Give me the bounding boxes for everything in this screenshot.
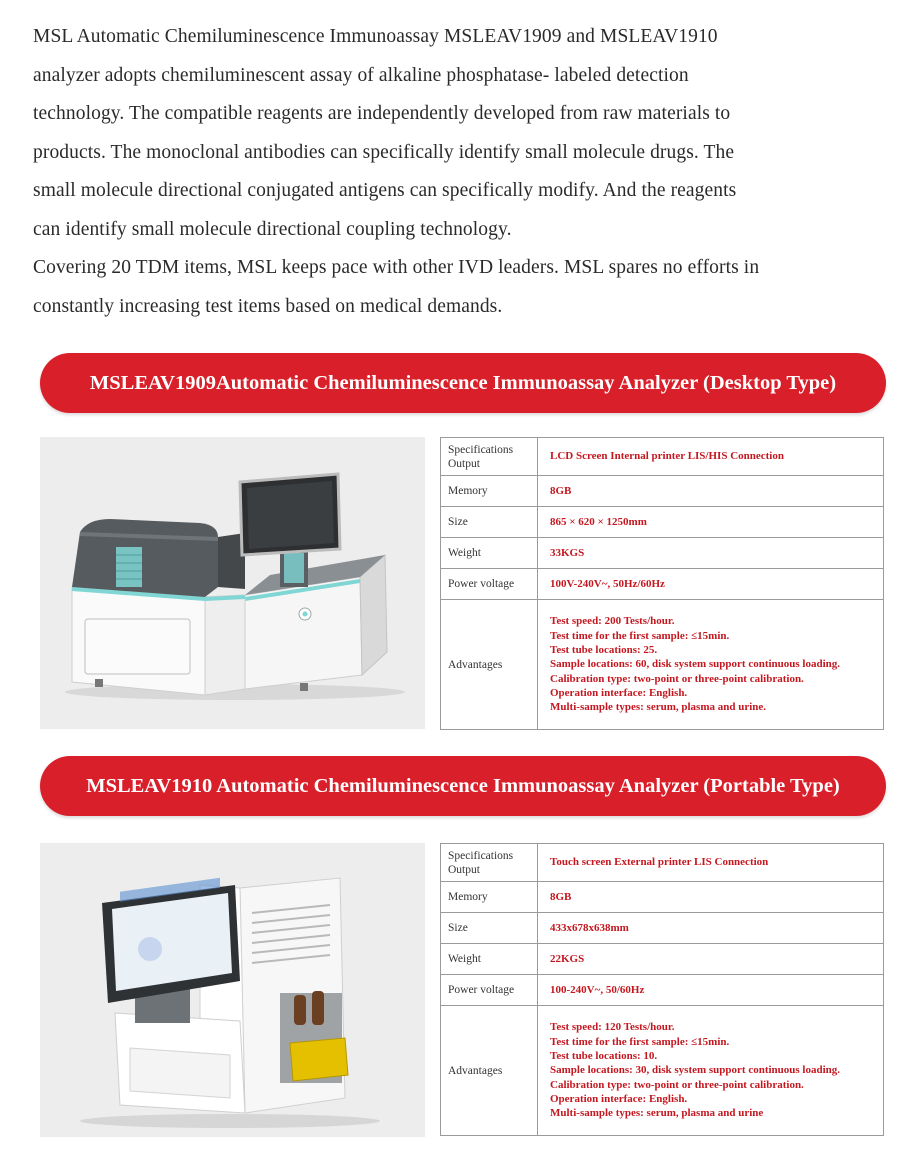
advantage-item: Test speed: 200 Tests/hour.	[550, 615, 675, 628]
spec-value: 8GB	[538, 476, 884, 507]
spec-value: 22KGS	[538, 944, 884, 975]
spec-value: LCD Screen Internal printer LIS/HIS Connection	[538, 438, 884, 476]
spec-label: Weight	[441, 538, 538, 569]
advantages-list	[538, 600, 884, 730]
portable-spec-table	[440, 843, 884, 1136]
table-row	[441, 538, 884, 569]
desktop-analyzer-image	[40, 437, 425, 729]
table-row	[441, 438, 884, 476]
portable-analyzer-image	[40, 843, 425, 1137]
portable-analyzer-illustration	[40, 843, 425, 1137]
intro-line: small molecule directional conjugated antigens can specifically modify. And the reagents	[33, 180, 737, 201]
advantage-item: Test time for the first sample: ≤15min.	[550, 1035, 730, 1048]
advantage-item: Operation interface: English.	[550, 686, 688, 699]
table-row	[441, 476, 884, 507]
spec-value: Touch screen External printer LIS Connection	[538, 844, 884, 882]
advantages-list	[538, 1006, 884, 1136]
advantage-item: Calibration type: two-point or three-point calibration.	[550, 672, 804, 685]
intro-line: MSL Automatic Chemiluminescence Immunoassay MSLEAV1909 and MSLEAV1910	[33, 26, 718, 47]
spec-value: 865 × 620 × 1250mm	[538, 507, 884, 538]
spec-label: Specifications Output	[441, 844, 538, 882]
portable-title-banner: MSLEAV1910 Automatic Chemiluminescence Immunoassay Analyzer (Portable Type)	[40, 756, 886, 816]
advantage-item: Operation interface: English.	[550, 1092, 688, 1105]
spec-label: Advantages	[441, 1006, 538, 1136]
advantage-item: Test tube locations: 25.	[550, 644, 658, 657]
desktop-analyzer-illustration	[40, 437, 425, 729]
intro-line: technology. The compatible reagents are independently developed from raw materials to	[33, 103, 731, 124]
advantage-item: Multi-sample types: serum, plasma and urine.	[550, 701, 767, 714]
spec-label: Power voltage	[441, 975, 538, 1006]
table-row	[441, 882, 884, 913]
spec-label: Weight	[441, 944, 538, 975]
table-row	[441, 913, 884, 944]
spec-value: 100V-240V~, 50Hz/60Hz	[538, 569, 884, 600]
intro-line: products. The monoclonal antibodies can specifically identify small molecule drugs. The	[33, 141, 735, 163]
spec-value: 100-240V~, 50/60Hz	[538, 975, 884, 1006]
spec-label: Size	[441, 913, 538, 944]
intro-line: Covering 20 TDM items, MSL keeps pace with other IVD leaders. MSL spares no efforts in	[33, 257, 760, 278]
spec-label: Advantages	[441, 600, 538, 730]
table-row	[441, 507, 884, 538]
table-row	[441, 600, 884, 730]
spec-value: 33KGS	[538, 538, 884, 569]
spec-label: Memory	[441, 476, 538, 507]
desktop-spec-table	[440, 437, 884, 730]
spec-value: 8GB	[538, 882, 884, 913]
advantage-item: Multi-sample types: serum, plasma and urine	[550, 1107, 764, 1120]
spec-label: Power voltage	[441, 569, 538, 600]
table-row	[441, 975, 884, 1006]
table-row	[441, 569, 884, 600]
spec-label: Memory	[441, 882, 538, 913]
intro-line: can identify small molecule directional coupling technology.	[33, 218, 512, 240]
advantage-item: Test tube locations: 10.	[550, 1050, 658, 1063]
advantage-item: Calibration type: two-point or three-point calibration.	[550, 1078, 804, 1091]
intro-text	[33, 18, 893, 326]
advantage-item: Sample locations: 60, disk system support continuous loading.	[550, 658, 841, 671]
advantage-item: Test time for the first sample: ≤15min.	[550, 629, 730, 642]
intro-line: constantly increasing test items based on medical demands.	[33, 295, 503, 317]
advantage-item: Test speed: 120 Tests/hour.	[550, 1021, 675, 1034]
spec-value: 433x678x638mm	[538, 913, 884, 944]
desktop-title-banner: MSLEAV1909Automatic Chemiluminescence Immunoassay Analyzer (Desktop Type)	[40, 353, 886, 413]
spec-label: Specifications Output	[441, 438, 538, 476]
spec-label: Size	[441, 507, 538, 538]
intro-line: analyzer adopts chemiluminescent assay of alkaline phosphatase- labeled detection	[33, 64, 689, 86]
advantage-item: Sample locations: 30, disk system support continuous loading.	[550, 1064, 841, 1077]
table-row	[441, 1006, 884, 1136]
table-row	[441, 944, 884, 975]
table-row	[441, 844, 884, 882]
